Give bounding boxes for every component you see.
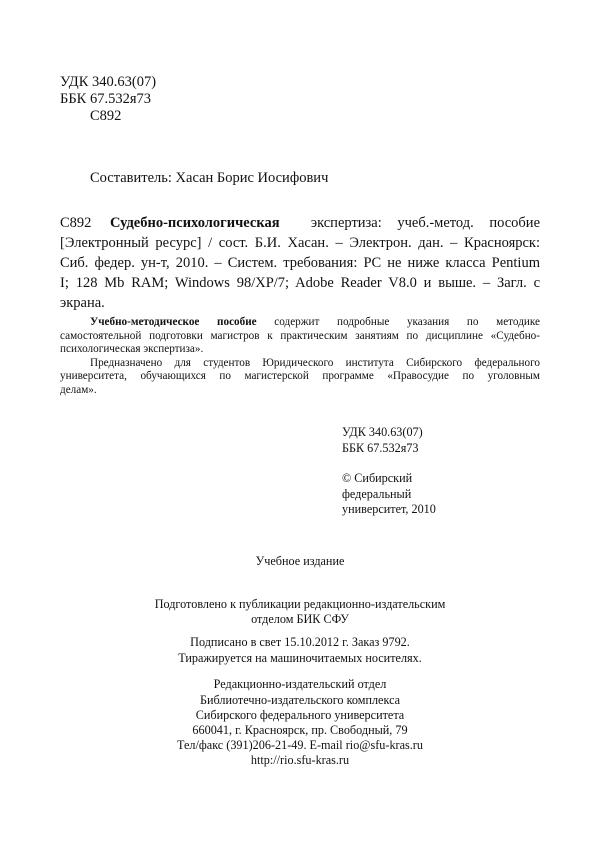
bibliographic-code: С892 (60, 215, 92, 231)
contact-line: Тел/факс (391)206-21-49. E-mail rio@sfu-kras.ru (177, 738, 423, 752)
abstract-line: Предназначено для студентов Юридического института Сибирского федерального (90, 356, 540, 369)
bibliographic-line: I; 128 Mb RAM; Windows 98/XP/7; Adobe Reader V8.0 и выше. – Загл. с (60, 275, 540, 291)
edition-type: Учебное издание (255, 554, 345, 568)
abstract-line (90, 316, 540, 330)
copyright-line: федеральный (342, 486, 412, 501)
publisher-address-line: Сибирского федерального университета (195, 708, 405, 722)
bibliographic-line: экрана. (60, 295, 105, 311)
bibliographic-line-text: экспертиза: учеб.-метод. пособие (310, 215, 541, 231)
bbk-code: ББК 67.532я73 (60, 91, 151, 107)
prepared-line: отделом БИК СФУ (251, 612, 349, 626)
udk-code-repeat: УДК 340.63(07) (342, 425, 423, 439)
publisher-address-line: Библиотечно-издательского комплекса (199, 693, 401, 707)
bibliographic-line (60, 213, 540, 233)
abstract-line-text: содержит подробные указания по методике (274, 316, 540, 328)
publisher-address-line: Редакционно-издательский отдел (213, 677, 387, 691)
signed-line: Тиражируется на машиночитаемых носителях. (178, 651, 422, 665)
bibliographic-line: Сиб. федер. ун-т, 2010. – Систем. требования: PC не ниже класса Pentium (60, 255, 540, 271)
copyright-line: © Сибирский (342, 471, 413, 485)
abstract-line: делам». (60, 383, 97, 396)
bibliographic-description (60, 213, 540, 313)
signed-line: Подписано в свет 15.10.2012 г. Заказ 9792. (190, 635, 410, 649)
classification-block (60, 74, 156, 125)
abstract-line: психологическая экспертиза». (60, 343, 204, 356)
imprint-classification (342, 425, 436, 518)
compiler-line: Составитель: Хасан Борис Иосифович (90, 170, 329, 186)
bibliographic-line: [Электронный ресурс] / сост. Б.И. Хасан. – Электрон. дан. – Красноярск: (60, 235, 540, 251)
author-mark: С892 (90, 108, 122, 124)
bbk-code-repeat: ББК 67.532я73 (342, 440, 419, 455)
abstract-line: самостоятельной подготовки магистров к практическим занятиям по дисциплине «Судебно- (60, 329, 540, 342)
abstract-lead: Учебно-методическое пособие (90, 316, 257, 328)
book-title: Судебно-психологическая (110, 215, 280, 231)
abstract-line: университета, обучающихся по магистерской программе «Правосудие по уголовным (60, 370, 540, 383)
prepared-line: Подготовлено к публикации редакционно-издательским (154, 597, 446, 611)
publisher-address-line: 660041, г. Красноярск, пр. Свободный, 79 (192, 723, 408, 737)
website-link[interactable]: http://rio.sfu-kras.ru (250, 753, 350, 767)
udk-code: УДК 340.63(07) (60, 74, 157, 90)
copyright-line: университет, 2010 (342, 502, 436, 516)
abstract (60, 316, 540, 398)
